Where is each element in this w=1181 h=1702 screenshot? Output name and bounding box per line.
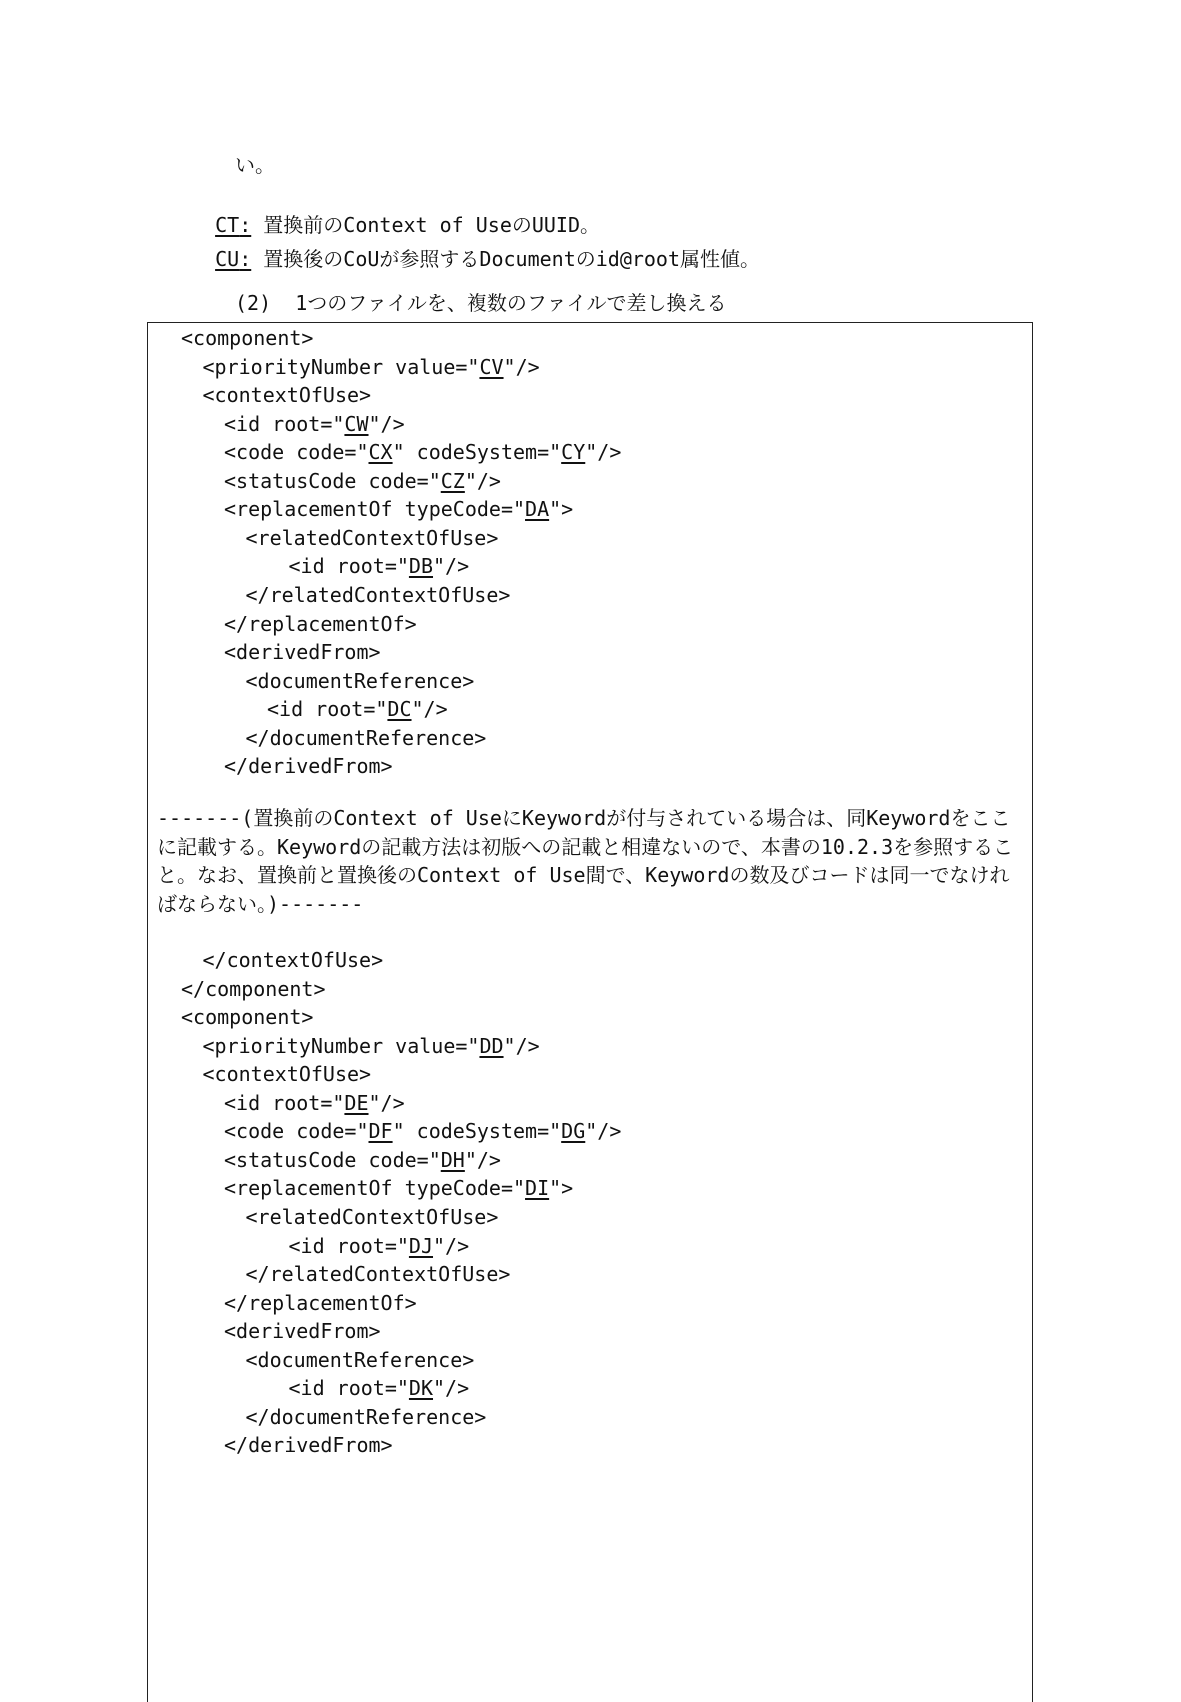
xml-code-line bbox=[224, 639, 381, 665]
placeholder-code: DI bbox=[525, 1176, 550, 1201]
xml-text: " codeSystem=" bbox=[392, 1119, 562, 1144]
placeholder-code: DE bbox=[344, 1090, 369, 1115]
xml-text: "> bbox=[549, 497, 574, 522]
xml-text: </component> bbox=[181, 976, 326, 1001]
xml-text: </replacementOf> bbox=[224, 611, 417, 636]
xml-text: "/> bbox=[503, 1033, 540, 1058]
xml-code-line bbox=[203, 354, 540, 380]
xml-code-line bbox=[224, 1175, 573, 1201]
xml-code-line bbox=[289, 1233, 470, 1259]
xml-code-line bbox=[246, 725, 487, 751]
placeholder-code: DC bbox=[387, 697, 412, 722]
xml-text: <id root=" bbox=[224, 1090, 345, 1115]
xml-text: <component> bbox=[181, 326, 314, 350]
xml-text: <id root=" bbox=[288, 1376, 409, 1401]
placeholder-code: CZ bbox=[440, 468, 465, 493]
xml-text: <component> bbox=[181, 1005, 314, 1030]
xml-text: <replacementOf typeCode=" bbox=[224, 1176, 526, 1201]
xml-text: <id root=" bbox=[288, 1233, 409, 1258]
placeholder-code: DK bbox=[408, 1376, 434, 1401]
xml-text: <priorityNumber value=" bbox=[202, 354, 480, 379]
xml-code-line bbox=[224, 411, 405, 437]
xml-code-line bbox=[289, 553, 470, 579]
xml-text: </contextOfUse> bbox=[202, 948, 384, 972]
placeholder-code: DD bbox=[479, 1033, 504, 1058]
definition-item-ct bbox=[191, 186, 601, 237]
xml-text: <id root=" bbox=[267, 697, 388, 722]
xml-text: <statusCode code=" bbox=[224, 1147, 441, 1172]
xml-text: </documentReference> bbox=[245, 725, 487, 750]
xml-text: "/> bbox=[368, 1090, 405, 1115]
definition-key: CT: bbox=[215, 213, 252, 237]
xml-text: "/> bbox=[585, 440, 622, 465]
xml-text: "/> bbox=[433, 554, 470, 579]
placeholder-code: CX bbox=[368, 440, 393, 465]
xml-text: <contextOfUse> bbox=[202, 383, 372, 408]
section-heading: (2) 1つのファイルを、複数のファイルで差し換える bbox=[235, 291, 727, 315]
xml-text: <id root=" bbox=[288, 554, 409, 579]
xml-text: <derivedFrom> bbox=[224, 640, 381, 665]
keyword-note: -------(置換前のContext of UseにKeywordが付与されている場合は、同Keywordをここに記載する。Keywordの記載方法は初版への記載と相違ないので、本書の10.2.3を参照すること。なお、置換前と置換後のContext of Use間で、Keywordの数及びコードは同一でなければならない。)------- bbox=[157, 806, 1014, 916]
xml-text: <derivedFrom> bbox=[224, 1319, 381, 1344]
xml-code-line bbox=[203, 947, 384, 973]
placeholder-code: DJ bbox=[408, 1233, 434, 1258]
xml-code-line bbox=[224, 439, 621, 465]
xml-code-line bbox=[224, 1090, 405, 1116]
definition-item-cu bbox=[191, 220, 761, 271]
xml-code-line bbox=[246, 1261, 511, 1287]
xml-code-line bbox=[203, 382, 372, 408]
xml-text: <relatedContextOfUse> bbox=[245, 1204, 499, 1229]
placeholder-code: DB bbox=[408, 554, 434, 579]
xml-text: "/> bbox=[368, 411, 405, 436]
xml-text: <code code=" bbox=[224, 1119, 369, 1144]
placeholder-code: CV bbox=[479, 354, 504, 379]
xml-code-line bbox=[224, 753, 393, 779]
xml-text: <documentReference> bbox=[245, 668, 475, 693]
xml-code-line bbox=[246, 1204, 499, 1230]
xml-text: <replacementOf typeCode=" bbox=[224, 497, 526, 522]
xml-text: <statusCode code=" bbox=[224, 468, 441, 493]
xml-text: </replacementOf> bbox=[224, 1290, 417, 1315]
xml-text: </derivedFrom> bbox=[224, 1433, 393, 1458]
xml-code-line bbox=[181, 325, 313, 351]
xml-code-line bbox=[203, 1061, 372, 1087]
definition-text: 置換後のCoUが参照するDocumentのid@root属性値。 bbox=[263, 247, 761, 271]
xml-text: "/> bbox=[464, 468, 501, 493]
xml-text: "/> bbox=[464, 1147, 501, 1172]
xml-code-line bbox=[224, 1318, 381, 1344]
placeholder-code: DH bbox=[440, 1147, 465, 1172]
xml-code-line bbox=[224, 1290, 417, 1316]
xml-code-line bbox=[289, 1375, 470, 1401]
definition-key: CU: bbox=[215, 247, 252, 271]
xml-code-line bbox=[246, 582, 511, 608]
xml-text: <code code=" bbox=[224, 440, 369, 465]
placeholder-code: DA bbox=[525, 497, 550, 522]
xml-text: <relatedContextOfUse> bbox=[245, 525, 499, 550]
placeholder-code: DG bbox=[561, 1119, 586, 1144]
xml-code-line bbox=[181, 976, 326, 1002]
xml-code-line bbox=[203, 1033, 540, 1059]
xml-code-line bbox=[246, 668, 475, 694]
xml-code-line bbox=[246, 1347, 475, 1373]
xml-code-line bbox=[224, 1147, 501, 1173]
xml-text: "/> bbox=[433, 1233, 470, 1258]
xml-text: </relatedContextOfUse> bbox=[245, 582, 511, 607]
placeholder-code: CW bbox=[344, 411, 369, 436]
xml-text: " codeSystem=" bbox=[392, 440, 562, 465]
xml-text: <documentReference> bbox=[245, 1347, 475, 1372]
xml-text: </relatedContextOfUse> bbox=[245, 1262, 511, 1287]
xml-code-line bbox=[224, 468, 501, 494]
placeholder-code: DF bbox=[368, 1119, 393, 1144]
xml-text: <id root=" bbox=[224, 411, 345, 436]
placeholder-code: CY bbox=[561, 440, 586, 465]
xml-text: </documentReference> bbox=[245, 1404, 487, 1429]
xml-code-line bbox=[224, 611, 417, 637]
xml-code-line bbox=[181, 1004, 313, 1030]
xml-text: </derivedFrom> bbox=[224, 754, 393, 779]
xml-code-line bbox=[224, 496, 573, 522]
xml-text: "> bbox=[549, 1176, 574, 1201]
xml-code-line bbox=[246, 525, 499, 551]
definition-continuation: い。 bbox=[235, 153, 275, 177]
xml-text: "/> bbox=[411, 697, 448, 722]
xml-code-line bbox=[224, 1118, 621, 1144]
xml-text: "/> bbox=[503, 354, 540, 379]
xml-code-line bbox=[267, 696, 448, 722]
xml-text: "/> bbox=[433, 1376, 470, 1401]
xml-code-line bbox=[224, 1432, 393, 1458]
definition-text: 置換前のContext of UseのUUID。 bbox=[263, 213, 601, 237]
xml-text: "/> bbox=[585, 1119, 622, 1144]
xml-text: <contextOfUse> bbox=[202, 1062, 372, 1087]
xml-text: <priorityNumber value=" bbox=[202, 1033, 480, 1058]
xml-code-line bbox=[246, 1404, 487, 1430]
